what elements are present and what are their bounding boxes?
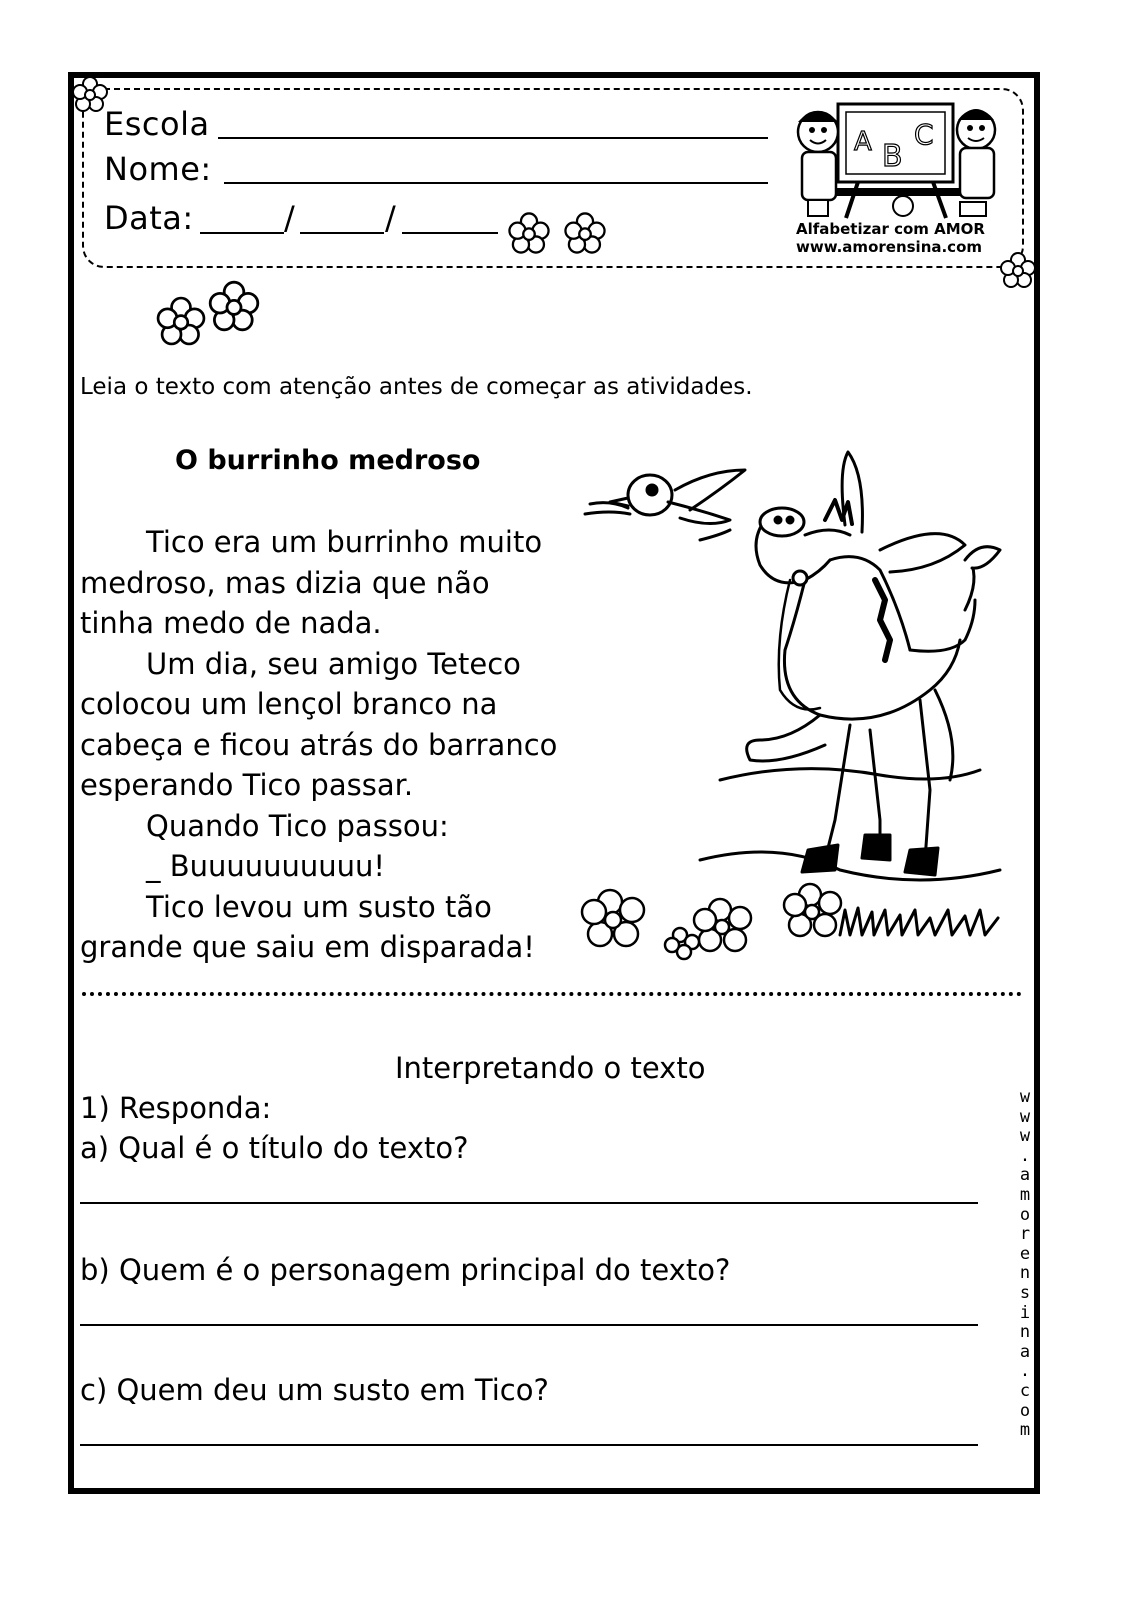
question-a: a) Qual é o título do texto? [80, 1131, 469, 1165]
story-text [80, 522, 600, 968]
flower-icon [998, 250, 1038, 290]
url-char: . [1019, 1361, 1031, 1382]
url-char: m [1019, 1184, 1031, 1205]
exercise-prompt: 1) Responda: [80, 1091, 272, 1125]
url-char: s [1019, 1282, 1031, 1303]
url-char: c [1019, 1380, 1031, 1401]
url-char: m [1019, 1420, 1031, 1441]
board-letter: C [914, 118, 934, 151]
logo-caption: Alfabetizar com AMOR [796, 220, 985, 238]
board-letter: B [882, 139, 903, 174]
answer-line-c[interactable] [80, 1444, 978, 1446]
url-char: r [1019, 1224, 1031, 1245]
url-char: w [1019, 1106, 1031, 1127]
story-line: _ Buuuuuuuuuu! [146, 849, 386, 883]
url-char: n [1019, 1263, 1031, 1284]
url-char: a [1019, 1341, 1031, 1362]
story-line: colocou um lençol branco na [80, 687, 498, 721]
answer-line-a[interactable] [80, 1202, 978, 1204]
url-char: i [1019, 1302, 1031, 1323]
url-char: o [1019, 1400, 1031, 1421]
story-line: medroso, mas dizia que não [80, 565, 490, 600]
donkey-illustration [580, 440, 1020, 970]
flower-icon [206, 278, 262, 334]
story-line: cabeça e ficou atrás do barranco [80, 727, 558, 762]
question-b: b) Quem é o personagem principal do texto? [80, 1253, 731, 1287]
date-month-field[interactable] [300, 232, 384, 234]
story-title: O burrinho medroso [175, 445, 481, 476]
school-field[interactable] [218, 137, 768, 139]
url-char: o [1019, 1204, 1031, 1225]
url-char: a [1019, 1165, 1031, 1186]
flower-icon [506, 210, 552, 256]
school-label: Escola [104, 105, 210, 143]
name-label: Nome: [104, 150, 212, 188]
board-letter: A [854, 127, 872, 157]
flower-icon [562, 210, 608, 256]
url-char: n [1019, 1322, 1031, 1343]
date-separator: / [284, 199, 296, 237]
vertical-site-url [1010, 1088, 1040, 1441]
story-line: esperando Tico passar. [80, 768, 414, 802]
url-char: . [1019, 1145, 1031, 1166]
dotted-separator [82, 992, 1022, 996]
url-char: w [1019, 1087, 1031, 1107]
section-title: Interpretando o texto [395, 1051, 706, 1085]
date-separator: / [385, 199, 397, 237]
instruction-text: Leia o texto com atenção antes de começar as atividades. [80, 374, 753, 400]
url-char: e [1019, 1243, 1031, 1264]
story-line: Tico levou um susto tão [146, 889, 492, 924]
date-label: Data: [104, 199, 194, 237]
name-field[interactable] [224, 182, 768, 184]
date-day-field[interactable] [200, 232, 284, 234]
story-line: Um dia, seu amigo Teteco [146, 646, 521, 681]
date-year-field[interactable] [402, 232, 498, 234]
children-chalkboard-logo [788, 92, 1008, 222]
story-line: Tico era um burrinho muito [146, 525, 543, 559]
story-line: grande que saiu em disparada! [80, 930, 535, 964]
flower-icon [154, 294, 208, 348]
question-c: c) Quem deu um susto em Tico? [80, 1373, 549, 1407]
story-line: Quando Tico passou: [146, 808, 449, 843]
logo-url: www.amorensina.com [796, 238, 983, 256]
url-char: w [1019, 1126, 1031, 1147]
story-line: tinha medo de nada. [80, 606, 382, 640]
answer-line-b[interactable] [80, 1324, 978, 1326]
